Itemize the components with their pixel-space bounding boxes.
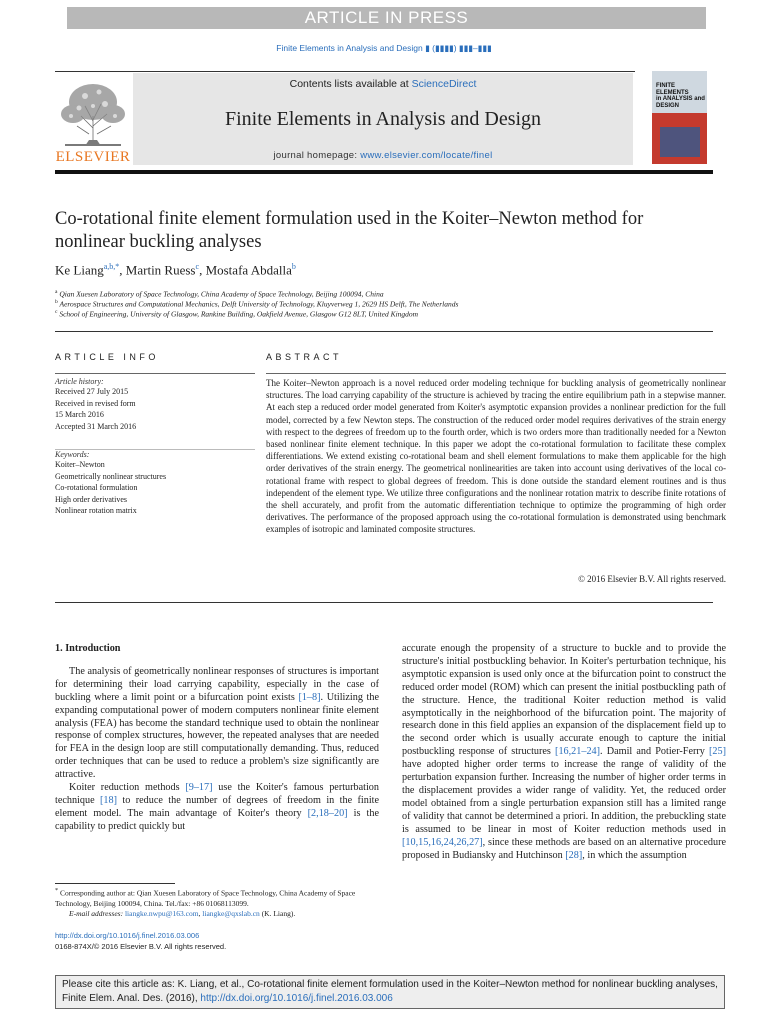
running-head-journal-link[interactable]: Finite Elements in Analysis and Design <box>276 43 423 53</box>
elsevier-wordmark: ELSEVIER <box>55 149 131 165</box>
history-line: Accepted 31 March 2016 <box>55 421 137 431</box>
author-affiliation-marks[interactable]: a,b,* <box>103 262 120 271</box>
email-link[interactable]: liangke@qxslab.cn <box>202 908 260 918</box>
keyword: Nonlinear rotation matrix <box>55 506 137 516</box>
contents-prefix: Contents lists available at <box>289 78 412 90</box>
history-line: Received 27 July 2015 <box>55 387 129 396</box>
issn-line: 0168-874X/© 2016 Elsevier B.V. All rights reserved. <box>55 941 227 951</box>
cover-title-line-2: in ANALYSIS and <box>656 96 705 102</box>
citation-link[interactable]: [28] <box>565 849 583 861</box>
cover-title-line-1: FINITE ELEMENTS <box>656 83 689 96</box>
journal-homepage <box>133 150 633 161</box>
history-line: Received in revised form <box>55 398 136 408</box>
body-column-right <box>402 643 726 862</box>
article-info-rule <box>55 373 255 374</box>
citation-link[interactable]: [18] <box>100 794 117 806</box>
sciencedirect-link[interactable]: ScienceDirect <box>411 78 477 90</box>
citation-link[interactable]: [2,18–20] <box>307 807 348 819</box>
section-heading: 1. Introduction <box>55 643 121 654</box>
author-list: Ke Liang$^{a,b,*}$, Martin Ruess$^c$, Mostafa Abdalla$^b$ <box>55 262 296 278</box>
contents-available <box>133 78 633 90</box>
citation-link[interactable]: [9–17] <box>185 782 213 794</box>
author-affiliation-marks[interactable]: b <box>291 262 296 271</box>
article-in-press-banner: ARTICLE IN PRESS <box>67 7 706 29</box>
cover-title-line-3: DESIGN <box>656 102 680 109</box>
doi-block <box>55 931 226 952</box>
section-rule <box>55 602 713 603</box>
affiliation: $^b$ Aerospace Structures and Computational Mechanics, Delft University of Technology, Kluyverweg 1, 2629 HS Delft, The Netherlands <box>55 299 459 309</box>
keyword: High order derivatives <box>55 494 127 504</box>
copyright-line: © 2016 Elsevier B.V. All rights reserved. <box>578 574 726 584</box>
homepage-label: journal homepage: <box>273 150 361 161</box>
header-top-rule <box>55 71 635 72</box>
keywords <box>55 450 255 517</box>
article-title: Co-rotational finite element formulation used in the Koiter–Newton method for nonlinear buckling analyses <box>55 209 644 252</box>
cite-doi-link[interactable]: http://dx.doi.org/10.1016/j.finel.2016.03.006 <box>200 993 393 1004</box>
paragraph: accurate enough the propensity of a structure to buckle and to provide the structure's initial postbuckling behavior. In Koiter's perturbation technique, his asymptotic expansion is used only once at the bifurcation point to construct the reduced order model (ROM) which can present the initial postbuckling path of the structure. Hence, the traditional Koiter reduction method is valid asymptotically in the neighborhood of the bifurcation point. The majority of research done in this field applies an expansion of the displacement field up to the second order which is usually accurate enough to capture the initial postbuckling response of structures [16,21–24]. Damil and Potier-Ferry [25] have adopted higher order terms to increase the range of validity of the perturbation expansion further. Increasing the number of higher order terms in the displacement provides a wider range of validity. Yet, the reduced order model obtained from a single perturbation expansion still has a limited range of validity that cannot be determined a priori. In addition, the prebuckling state is assumed to be linear in most of Koiter reduction methods used in [10,15,16,24,26,27], since these methods are based on an alternative procedure proposed in Budiansky and Hutchinson [28], in which the assumption <box>402 643 727 861</box>
journal-cover-thumbnail[interactable] <box>652 71 707 164</box>
header-bottom-rule <box>55 170 713 174</box>
citation-link[interactable]: [16,21–24] <box>555 746 601 758</box>
abstract-rule <box>266 373 726 374</box>
running-head <box>0 43 768 54</box>
journal-title: Finite Elements in Analysis and Design <box>224 108 542 130</box>
abstract-text: The Koiter–Newton approach is a novel reduced order modeling technique for buckling analysis of geometrically nonlinear structures. The load carrying capability of the structure is achieved by tracing the entire equilibrium path in a stepwise manner. At each step a reduced order model generated from Koiter's asymptotic expansion provides a nonlinear prediction for the full model, corrected by a few Newton steps. The construction of the reduced order model requires derivatives of the strain energy with respect to the degrees of freedom up to the fourth order, which is two orders more than traditionally needed for a Newton based nonlinear finite element technique. In this paper we adopt the co-rotational formulation to facilitate these complex differentiations. We extend existing co-rotational beam and shell element formulations to make them applicable for the high order derivatives of the strain energy. The geometrical nonlinearities are taken into account using derivatives of the local co-rotational frame with respect to global degrees of freedom. This is done outside the standard element routines and is thus independent of the element type. We utilize three configurations and the nonlinear rotation matrix to describe finite rotations of the shell accurately, and profit from the automatic differentiation technique to optimize the programming of high order derivatives. The performance of the proposed approach using the co-rotational formulation is demonstrated using benchmark examples of isotropic and laminated composite structures. <box>266 378 726 535</box>
keyword: Koiter–Newton <box>55 460 105 469</box>
section-rule <box>55 331 713 332</box>
affiliation: $^a$ Qian Xuesen Laboratory of Space Technology, China Academy of Space Technology, Beijing 100094, China <box>55 289 384 299</box>
cite-text: Please cite this article as: K. Liang, et al., Co-rotational finite element formulation used in the Koiter–Newton method for nonlinear buckling analyses, Finite Elem. Anal. Des. (2016), <box>62 979 718 1004</box>
citation-link[interactable]: [10,15,16,24,26,27] <box>402 836 483 848</box>
abstract-heading: ABSTRACT <box>266 352 343 362</box>
history-label: Article history: <box>55 377 104 386</box>
author-affiliation-marks[interactable]: c <box>195 262 200 271</box>
citation-link[interactable]: [25] <box>709 746 727 758</box>
running-head-marks: ▮ (▮▮▮▮) ▮▮▮–▮▮▮ <box>425 43 492 53</box>
author-name[interactable]: Ke Liang <box>55 262 104 278</box>
keyword: Co-rotational formulation <box>55 483 138 493</box>
citation-link[interactable]: [1–8] <box>298 691 321 703</box>
keyword: Geometrically nonlinear structures <box>55 471 167 481</box>
cite-this-article-box <box>55 975 725 1009</box>
affiliation: $^c$ School of Engineering, University of Glasgow, Rankine Building, Oakfield Avenue, Glasgow G12 8LT, United Kingdom <box>55 309 419 319</box>
footnote-mark: * <box>55 887 59 894</box>
homepage-link[interactable]: www.elsevier.com/locate/finel <box>360 150 493 161</box>
cover-title <box>656 83 706 109</box>
corresponding-author-footnote: * Corresponding author at: Qian Xuesen Laboratory of Space Technology, China Academy of Space Technology, Beijing 100094, China. Tel./fax: +86 01068113099. E-mail addresses: liangke.nwpu@163.com, liangke@qxslab.cn (K. Liang). <box>55 887 356 918</box>
footnote-rule <box>55 883 175 884</box>
email-link[interactable]: liangke.nwpu@163.com <box>124 908 199 918</box>
doi-link[interactable]: http://dx.doi.org/10.1016/j.finel.2016.03.006 <box>55 931 200 940</box>
author-name[interactable]: Mostafa Abdalla <box>205 262 292 278</box>
keywords-label: Keywords: <box>55 450 90 459</box>
history-line: 15 March 2016 <box>55 410 104 420</box>
article-history <box>55 377 255 432</box>
author-name[interactable]: Martin Ruess <box>125 262 196 278</box>
paragraph: Koiter reduction methods [9–17] use the Koiter's famous perturbation technique [18] to reduce the number of degrees of freedom in the finite element model. The main advantage of Koiter's theory [2,18–20] is the capability to predict quickly but <box>55 782 379 832</box>
article-info-heading: ARTICLE INFO <box>55 352 159 362</box>
body-column-left <box>55 643 379 834</box>
paragraph: The analysis of geometrically nonlinear responses of structures is important for determining their load carrying capability, especially in the case of buckling where a limit point or a bifurcation point exists [1–8]. Utilizing the expanding computational power of modern computers nonlinear finite element analysis (FEA) has become the standard technique used to obtain the nonlinear response of complex structures, however, the repeated analyses that are needed for FEA in the design loop are still computationally demanding. Thus, reduced order techniques that can be used to reduce a problem's size significantly are attractive. <box>55 665 379 781</box>
